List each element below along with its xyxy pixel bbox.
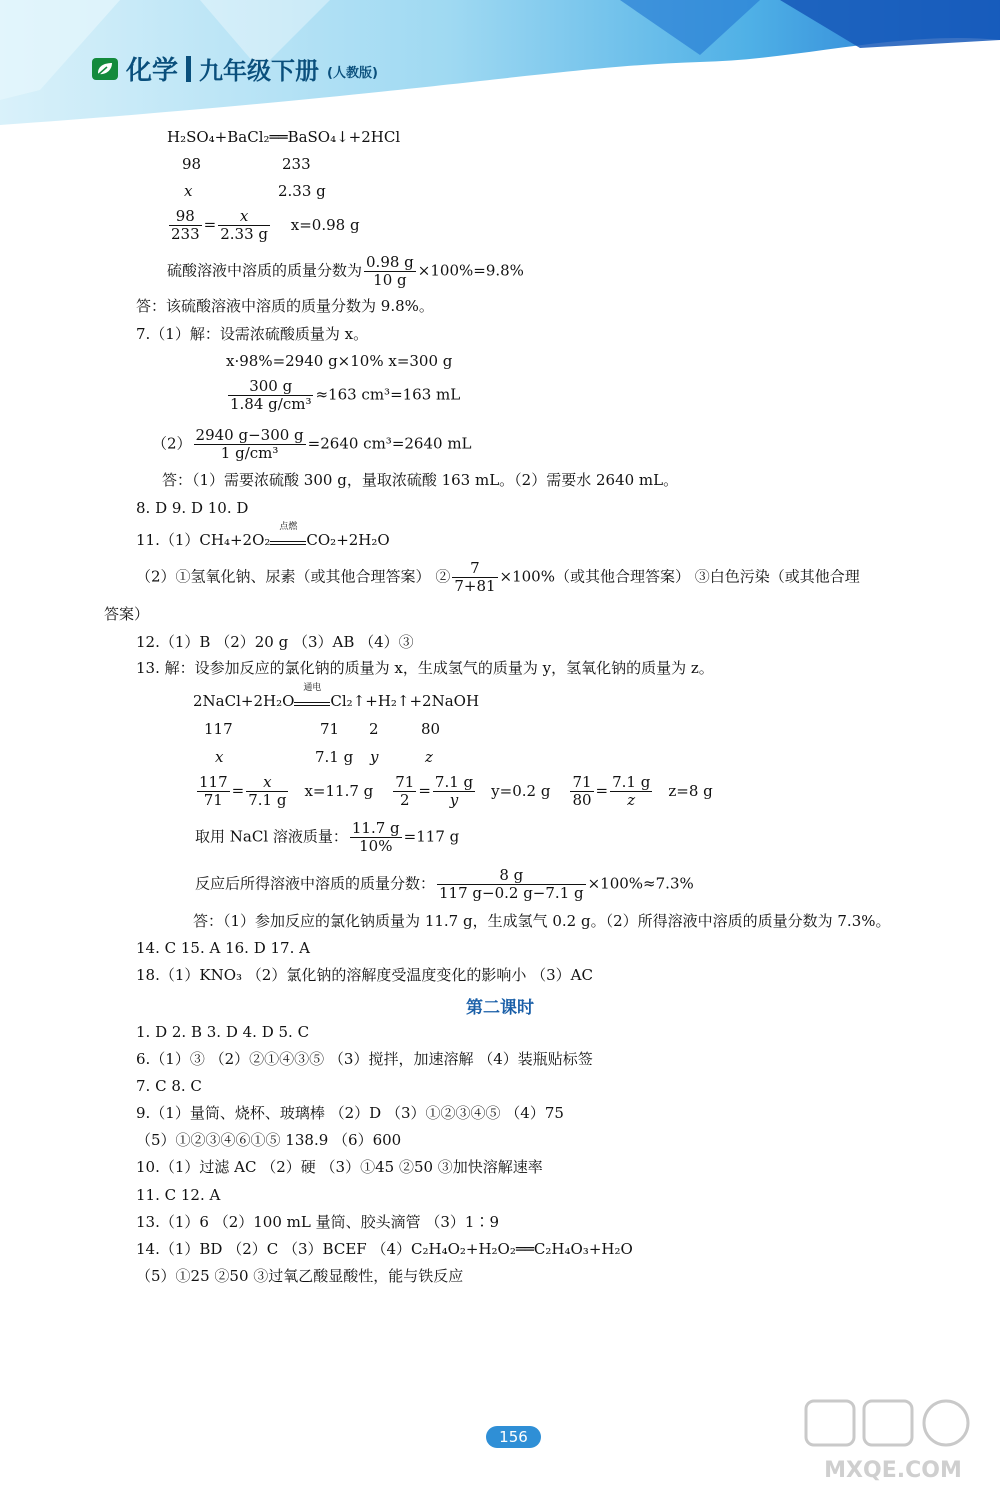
electrolysis-equation: 2NaCl+2H₂O 通电 Cl₂↑+H₂↑+2NaOH: [193, 683, 480, 710]
fraction: $\frac{x}{2.33 g}$: [220, 207, 268, 243]
equation-line: H₂SO₄+BaCl₂══BaSO₄↓+2HCl: [167, 128, 401, 146]
proportion-line: $\frac{98}{233}$ = $\frac{x}{2.33 g}$ x=0.98 g: [171, 207, 360, 243]
unknown-label: x: [184, 182, 193, 200]
unknown-label: z: [425, 748, 433, 766]
reaction-condition: 通电: [303, 683, 322, 693]
watermark-logo: [798, 1395, 988, 1485]
known-mass: 2.33 g: [278, 182, 326, 200]
question-11-2: （2）①氢氧化钠、尿素（或其他合理答案） ② $\frac{7}{7+81}$ ×100%（或其他合理答案） ③白色污染（或其他合理: [136, 559, 860, 595]
mass-ratio: 117: [204, 720, 233, 738]
answer-line: 答：（1）需要浓硫酸 300 g，量取浓硫酸 163 mL。（2）需要水 2640 mL。: [162, 471, 679, 489]
mass-ratio: 233: [282, 155, 311, 173]
answer-line: 12.（1）B （2）20 g （3）AB （4）③: [136, 633, 414, 651]
mass-ratio: 71: [320, 720, 340, 738]
grade-label: 九年级下册: [199, 57, 320, 85]
fraction: $\frac{117}{71}$: [199, 773, 228, 809]
unknown-label: x: [215, 748, 224, 766]
subject-label: 化学: [126, 56, 179, 86]
fraction: $\frac{71}{80}$: [572, 773, 592, 809]
answer-line: （5）①②③④⑥①⑤ 138.9 （6）600: [136, 1131, 402, 1149]
mass-fraction-line: 硫酸溶液中溶质的质量分数为 $\frac{0.98 g}{10 g}$ ×100%=9.8%: [167, 253, 524, 289]
continued-text: 答案）: [104, 605, 150, 623]
fraction: $\frac{71}{2}$: [395, 773, 415, 809]
answer-line: 10.（1）过滤 AC （2）硬 （3）①45 ②50 ③加快溶解速率: [136, 1158, 543, 1176]
calc-line: x·98%=2940 g×10% x=300 g: [226, 352, 453, 370]
question-11: 11.（1）CH₄+2O₂ 点燃 CO₂+2H₂O: [136, 522, 390, 549]
mass-ratio: 80: [421, 720, 441, 738]
mass-ratio: 2: [369, 720, 379, 738]
fraction: $\frac{2940 g-300 g}{\text{1 g/cm³}}$: [195, 426, 304, 462]
answer-line: 答：（1）参加反应的氯化钠质量为 11.7 g，生成氢气 0.2 g。（2）所得溶液中溶质的质量分数为 7.3%。: [193, 912, 891, 930]
answer-line: 1. D 2. B 3. D 4. D 5. C: [136, 1023, 310, 1041]
fraction: $\frac{8 g}{117 g-0.2 g-7.1 g}$: [439, 866, 584, 902]
mass-ratio: 98: [182, 155, 202, 173]
unknown-label: y: [370, 748, 379, 766]
answer-line: 13.（1）6 （2）100 mL 量筒、胶头滴管 （3）1∶9: [136, 1213, 500, 1231]
fraction: $\frac{x}{7.1 g}$: [248, 773, 287, 809]
question-7: 7.（1）解：设需浓硫酸质量为 x。: [136, 325, 369, 343]
answer-line: 14.（1）BD （2）C （3）BCEF （4）C₂H₄O₂+H₂O₂══C₂H₄O₃+H₂O: [136, 1240, 633, 1258]
fraction: $\frac{7.1 g}{y}$: [434, 773, 474, 809]
fraction: $\frac{7.1 g}{z}$: [612, 773, 651, 809]
fraction: $\frac{7}{7+81}$: [454, 559, 496, 595]
result-text: x=0.98 g: [290, 215, 360, 234]
header-title: [92, 50, 378, 87]
answer-line: 7. C 8. C: [136, 1077, 202, 1095]
svg-text:MXQE.COM: MXQE.COM: [824, 1458, 962, 1483]
mass-fraction-line: 反应后所得溶液中溶质的质量分数： $\frac{8 g}{117 g-0.2 g-7.1 g}$ ×100%≈7.3%: [195, 866, 694, 902]
fraction: $\frac{0.98 g}{10 g}$: [366, 253, 414, 289]
fraction: $\frac{300 g}{\text{1.84 g/cm³}}$: [230, 377, 312, 413]
answer-line: 9.（1）量筒、烧杯、玻璃棒 （2）D （3）①②③④⑤ （4）75: [136, 1104, 564, 1122]
known-mass: 7.1 g: [315, 748, 354, 766]
page-number: 156: [486, 1426, 541, 1448]
reaction-condition: 点燃: [279, 522, 298, 532]
volume-line: $\frac{300 g}{\text{1.84 g/cm³}}$ ≈163 cm³=163 mL: [230, 377, 461, 413]
answer-line: 6.（1）③ （2）②①④③⑤ （3）搅拌，加速溶解 （4）装瓶贴标签: [136, 1050, 593, 1068]
answer-line: 18.（1）KNO₃ （2）氯化钠的溶解度受温度变化的影响小 （3）AC: [136, 966, 593, 984]
section-heading: 第二课时: [466, 998, 534, 1018]
answer-line: （5）①25 ②50 ③过氧乙酸显酸性，能与铁反应: [136, 1267, 464, 1285]
answer-line: 11. C 12. A: [136, 1186, 221, 1204]
edition-label: (人教版): [327, 66, 378, 81]
fraction: $\frac{98}{233}$: [171, 207, 200, 243]
question-13: 13. 解：设参加反应的氯化钠的质量为 x，生成氢气的质量为 y，氢氧化钠的质量为 z。: [136, 659, 714, 677]
answer-line: 答：该硫酸溶液中溶质的质量分数为 9.8%。: [136, 297, 434, 315]
answer-line: 14. C 15. A 16. D 17. A: [136, 939, 310, 957]
water-volume-line: （2） $\frac{2940 g-300 g}{\text{1 g/cm³}}$ =2640 cm³=2640 mL: [152, 426, 472, 462]
answer-line: 8. D 9. D 10. D: [136, 499, 249, 517]
fraction: $\frac{11.7 g}{10\%}$: [351, 819, 400, 855]
solution-mass-line: 取用 NaCl 溶液质量： $\frac{11.7 g}{10\%}$ =117 g: [195, 819, 460, 855]
proportion-line: $\frac{117}{71}$ = $\frac{x}{7.1 g}$ x=11.7 g $\frac{71}{2}$ = $\frac{7.1 g}{y}$ y=0.2 g $\frac{71}{80}$ = $\frac{7.1 g}{z}$ z=8 g: [199, 773, 713, 809]
title-divider: [186, 56, 191, 82]
leaf-icon: [92, 58, 118, 80]
